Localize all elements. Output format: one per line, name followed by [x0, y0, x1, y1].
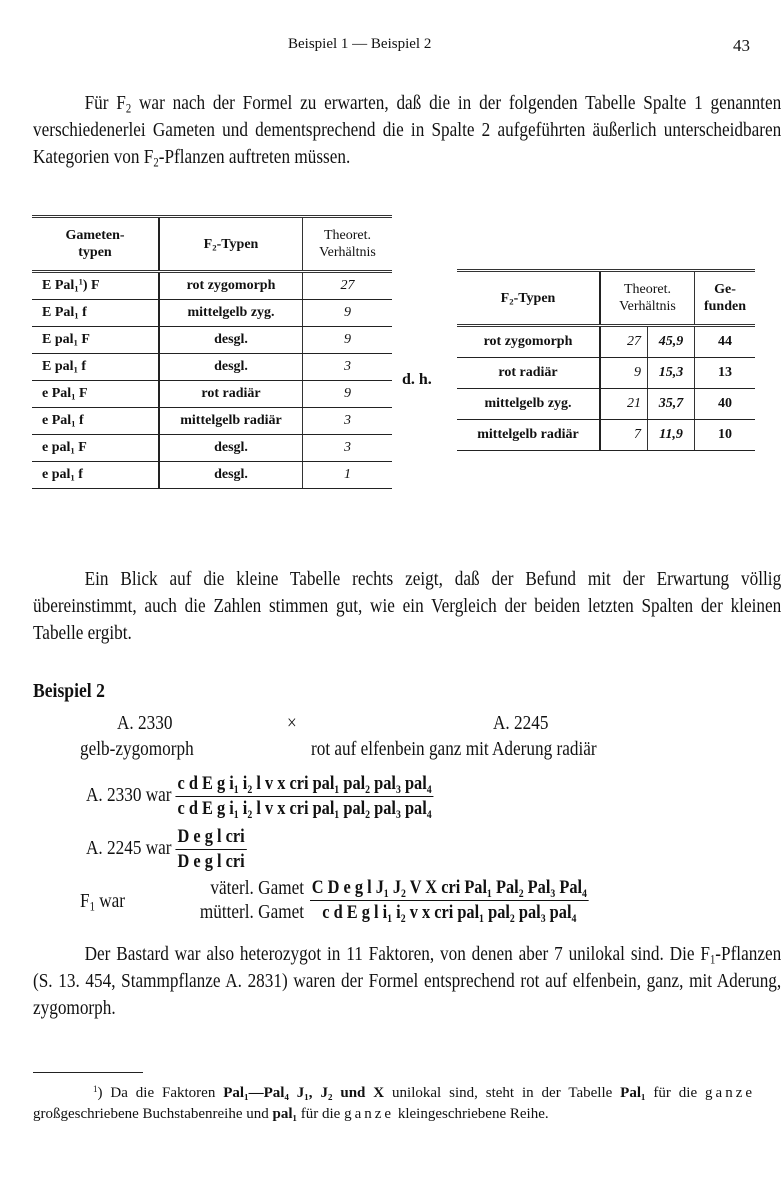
header-theoret: Theoret. Verhältnis: [600, 271, 695, 326]
gamete-cell: E pal$_1$ F: [32, 327, 159, 354]
table-row: [457, 358, 755, 389]
f2-type-cell: desgl.: [159, 462, 303, 489]
page-number: 43: [733, 36, 750, 55]
expected-cell: 35,7: [648, 389, 695, 420]
found-cell: 44: [695, 326, 756, 358]
header-gefunden: Ge- funden: [695, 271, 756, 326]
f2-types-summary-table: [457, 269, 755, 451]
conclusion-paragraph: Ein Blick auf die kleine Tabelle rechts zeigt, daß der Befund mit der Erwartung völlig übereinstimmt, auch die Zahlen stimmen gut, wie ein Vergleich der beiden letzten Spalten der kleinen Tabelle ergibt.: [33, 568, 782, 644]
header-f2-typen: $F_2$-Typen: [159, 217, 303, 272]
header-theoret: Theoret. Verhältnis: [303, 217, 393, 272]
gamete-cell: e pal$_1$ F: [32, 435, 159, 462]
found-cell: 13: [695, 358, 756, 389]
table-header-row: [457, 271, 755, 326]
f2-type-cell: rot zygomorph: [159, 272, 303, 300]
f2-type-cell: mittelgelb zyg.: [159, 300, 303, 327]
f2-type-cell: desgl.: [159, 354, 303, 381]
genotype-fraction: $\frac{\text{C D e g l J₁ J₂ V X cri Pal₁ Pal₂ Pal₃ Pal₄}}{\text{c d E g l i₁ i₂ v x cri pal₁ pal₂ pal₃ pal₄}}$: [311, 877, 587, 923]
found-cell: 40: [695, 389, 756, 420]
table-row: [32, 408, 392, 435]
table-row: [32, 300, 392, 327]
summary-paragraph: Der Bastard war also heterozygot in 11 Faktoren, von denen aber 7 unilokal sind. Die $F_1$-Pflanzen (S. 13. 454, Stammpflanze A. 2831) waren der Formel entsprechend rot auf elfenbein, ganz, mit Aderung, zygomorph.: [33, 943, 782, 1019]
section-heading: Beispiel 2: [33, 680, 105, 702]
formula-a2330: A. 2330 war $\frac{\text{c d E g i₁ i₂ l v x cri pal₁ pal₂ pal₃ pal₄}}{\text{c d E g i₁ i₂ l v x cri pal₁ pal₂ pal₃ pal₄}}$: [86, 773, 432, 819]
ratio-cell: 9: [303, 300, 393, 327]
cross-symbol: ×: [287, 712, 297, 734]
table-row: [457, 420, 755, 451]
header-gametentypen: Gameten- typen: [32, 217, 159, 272]
genotype-fraction: $\frac{\text{D e g l cri}}{\text{D e g l cri}}$: [177, 826, 245, 872]
ratio-cell: 27: [303, 272, 393, 300]
gamete-types-table: [32, 215, 392, 489]
table-row: [32, 272, 392, 300]
f2-type-cell: mittelgelb radiär: [457, 420, 600, 451]
f2-type-cell: desgl.: [159, 435, 303, 462]
phenotype-a2245: rot auf elfenbein ganz mit Aderung radiär: [311, 738, 597, 760]
gamete-cell: E Pal$_1^1$) F: [32, 272, 159, 300]
header-f2-typen: $F_2$-Typen: [457, 271, 600, 326]
genotype-fraction: $\frac{\text{c d E g i₁ i₂ l v x cri pal₁ pal₂ pal₃ pal₄}}{\text{c d E g i₁ i₂ l v x cri pal₁ pal₂ pal₃ pal₄}}$: [177, 773, 432, 819]
ratio-cell: 9: [600, 358, 648, 389]
parent-a2245: A. 2245: [493, 712, 549, 734]
gamete-cell: E Pal$_1$ f: [32, 300, 159, 327]
expected-cell: 11,9: [648, 420, 695, 451]
ratio-cell: 9: [303, 381, 393, 408]
table-row: [32, 462, 392, 489]
table-row: [32, 327, 392, 354]
f2-type-cell: mittelgelb zyg.: [457, 389, 600, 420]
gamete-cell: e Pal$_1$ F: [32, 381, 159, 408]
ratio-cell: 3: [303, 435, 393, 462]
parent-a2330: A. 2330: [117, 712, 173, 734]
expected-cell: 15,3: [648, 358, 695, 389]
ratio-cell: 7: [600, 420, 648, 451]
footnote-rule: [33, 1072, 143, 1073]
footnote: $^1$) Da die Faktoren Pal₁—Pal₄ J₁, J₂ und X unilokal sind, steht in der Tabelle Pal₁ für die ganze großgeschriebene Buchstabenreihe und pal₁ für die ganze kleingeschriebene Reihe.: [33, 1084, 756, 1122]
running-title: Beispiel 1 — Beispiel 2: [288, 36, 432, 52]
table-row: [457, 389, 755, 420]
gamete-cell: e pal$_1$ f: [32, 462, 159, 489]
f2-type-cell: rot radiär: [457, 358, 600, 389]
found-cell: 10: [695, 420, 756, 451]
expected-cell: 45,9: [648, 326, 695, 358]
table-row: [32, 381, 392, 408]
ratio-cell: 1: [303, 462, 393, 489]
intro-paragraph: Für $F_2$ war nach der Formel zu erwarten, daß die in der folgenden Tabelle Spalte 1 genannten verschiedenerlei Gameten und dementsprechend die in Spalte 2 aufgeführten äußerlich unterscheidbaren Kategorien von $F_2$-Pflanzen auftreten müssen.: [33, 92, 782, 170]
ratio-cell: 3: [303, 408, 393, 435]
formula-f1-label: $F_1$ war: [80, 890, 125, 914]
ratio-cell: 27: [600, 326, 648, 358]
ratio-cell: 21: [600, 389, 648, 420]
dh-label: d. h.: [402, 371, 432, 388]
formula-f1: [310, 876, 589, 925]
f2-type-cell: mittelgelb radiär: [159, 408, 303, 435]
f2-type-cell: rot zygomorph: [457, 326, 600, 358]
gamete-cell: e Pal$_1$ f: [32, 408, 159, 435]
phenotype-a2330: gelb-zygomorph: [80, 738, 194, 760]
table-row: [457, 326, 755, 358]
gamete-labels: väterl. Gamet mütterl. Gamet: [199, 877, 304, 923]
formula-a2245: A. 2245 war $\frac{\text{D e g l cri}}{\text{D e g l cri}}$: [86, 826, 245, 872]
ratio-cell: 9: [303, 327, 393, 354]
f2-type-cell: desgl.: [159, 327, 303, 354]
table-header-row: [32, 217, 392, 272]
f2-type-cell: rot radiär: [159, 381, 303, 408]
ratio-cell: 3: [303, 354, 393, 381]
gamete-cell: E pal$_1$ f: [32, 354, 159, 381]
table-row: [32, 354, 392, 381]
table-row: [32, 435, 392, 462]
